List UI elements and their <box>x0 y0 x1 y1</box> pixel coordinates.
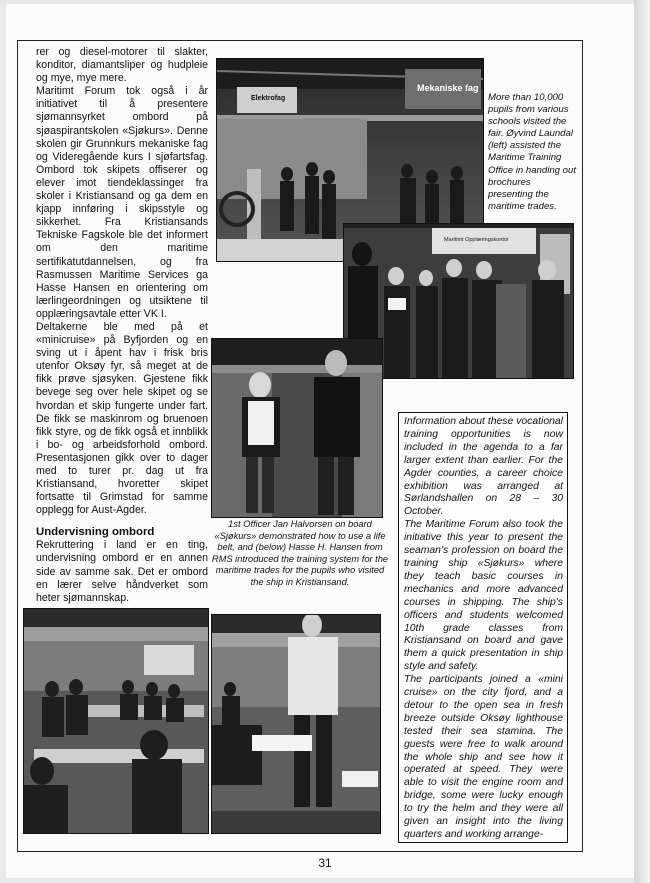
lifebelt-photo <box>211 338 383 518</box>
summary-paragraph-3: The participants joined a «mini cruise» on the city fjord, and a detour to the open sea in fresh breeze outside Oksøy lighthouse tested their sea stamina. The guests were free to walk around the whole ship and see how it operated at speed. They were able to visit the engine room and bridge, some were lucky enough to try the helm and they were all given an insight into the living quarters and working arrange- <box>404 674 563 840</box>
subheading-paragraph: Rekruttering i land er en ting, undervisning ombord er en annen side av samme sak. Det er ombord en lærer selve håndverket som heter sjømannskap. <box>36 539 208 604</box>
instructor-illustration <box>212 615 380 833</box>
article-column <box>36 46 208 605</box>
article-paragraph-2: Maritimt Forum tok også i år initiativet til å presentere sjømannsyrket ombord på sjøaspirantskolen «Sjøkurs». Denne skolen gir Grunnkurs mekaniske fag og Videregående kurs I sjøfartsfag. Ombord tok skipets offiserer og elever imot tiendeklassinger fra skoler i Kristiansand og ga dem en kjapp innføring i skipsstyle og sikkerhet. Fra Kristiansands Tekniske Fagskole ble det informert om den maritime sertifikatutdannelsen, og fra Rasmussen Maritime Services ga Hasse Hansen en orientering om lærlingeordningen og utsiktene til opplæringsavtale etter VK I. <box>36 85 208 320</box>
sign-mekaniske-fag: Mekaniske fag <box>417 83 479 93</box>
article-paragraph-1: rer og diesel-motorer til slakter, konditor, diamantsliper og hudpleie og mye, mye mere. <box>36 46 208 85</box>
summary-paragraph-1: Information about these vocational training opportunities is now included in the agenda to a far larger extent than earlier. For the Agder counties, a career choice exhibition was arranged at Sørlandshallen on 28 – 30 October. <box>404 416 563 518</box>
summary-paragraph-2: The Maritime Forum also took the initiative this year to present the seaman's profession on board the training ship «Sjøkurs» where they teach basic courses in mechanics and more advanced courses in shipping. The ship's officers and students welcomed 10th grade classes from Kristiansand on board and gave them a quick presentation in ship style and safety. <box>404 519 563 673</box>
classroom-photo <box>23 608 209 834</box>
lifebelt-illustration <box>212 339 382 517</box>
english-summary-box <box>398 412 568 843</box>
sign-elektrofag: Elektrofag <box>251 95 286 102</box>
subheading: Undervisning ombord <box>36 526 155 539</box>
classroom-illustration <box>24 609 208 833</box>
sign-opplaeringskontor: Maritimt Opplæringskontor <box>444 237 509 243</box>
page-edge-shadow <box>634 0 650 883</box>
article-paragraph-3: Deltakerne ble med på et «minicruise» på Byfjorden og en sving ut i åpent hav i frisk bris utenfor Oksøy fyr, så meget at de fikk prøve sjøsyken. Gjestene fikk bevege seg over hele skipet og se hvordan et skip fungerte under fart. De fikk se maskinrom og bruenoen fikk styre, og de fikk også et innblikk i bo- og arbeidsforhold ombord. Presentasjonen gikk over to dager med to turer pr. dag ut fra Kristiansand, hvoretter skipet fortsatte til Grimstad for samme opplegg for Aust-Agder. <box>36 320 208 517</box>
officer-caption: 1st Officer Jan Halvorsen on board «Sjøkurs» demonstrated how to use a life belt, and (below) Hasse H. Hansen from RMS introduced the training system for the maritime trades for the pupils who visited the ship in Kristiansand. <box>211 519 389 587</box>
page-number: 31 <box>318 856 332 870</box>
fair-caption: More than 10,000 pupils from various schools visited the fair. Øyvind Laundal (left) assisted the Maritime Training Office in handing out brochures presenting the maritime trades. <box>488 92 577 212</box>
instructor-photo <box>211 614 381 834</box>
